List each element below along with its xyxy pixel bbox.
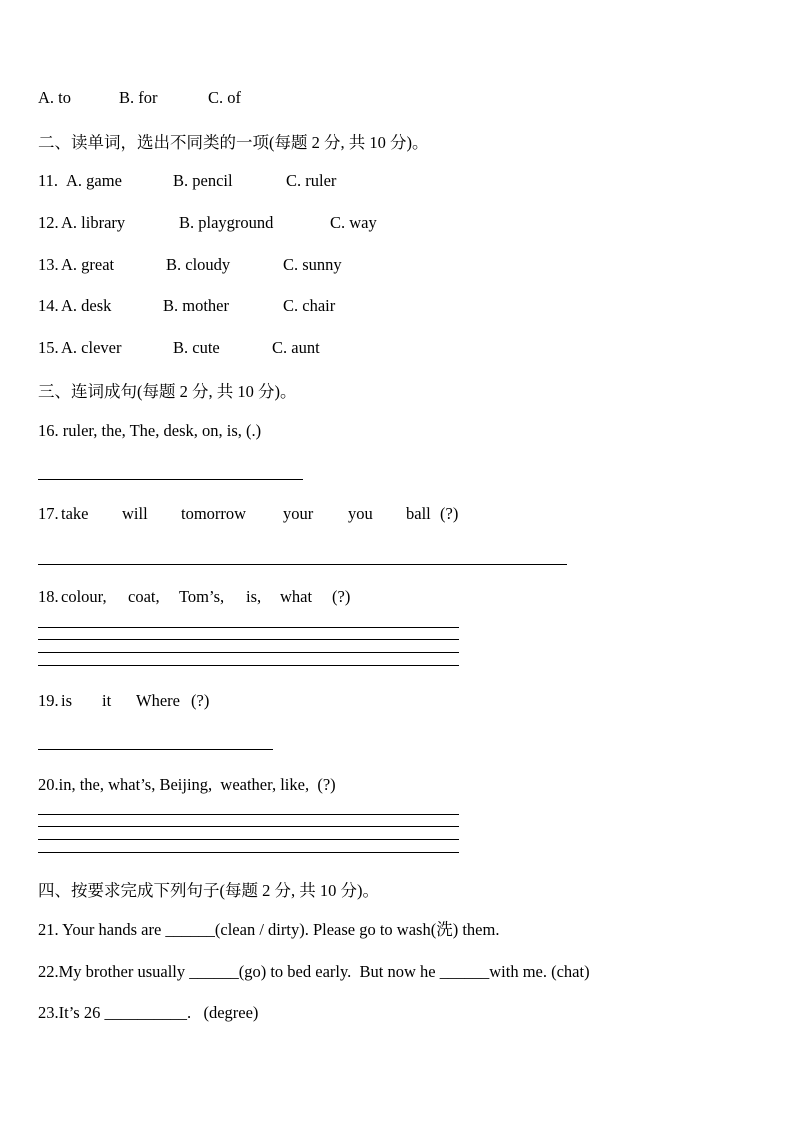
option-c: C. ruler [286,171,337,190]
word: ball [406,504,431,523]
option-b: B. playground [179,213,274,232]
section-4-heading: 四、按要求完成下列句子(每题 2 分, 共 10 分)。 [38,881,379,900]
word: you [348,504,373,523]
word: is [61,691,73,710]
option-a: A. desk [61,296,112,315]
answer-line [38,814,459,815]
answer-line [38,749,273,750]
option-c: C. chair [283,296,336,315]
answer-line [38,665,459,666]
question-number: 17. [38,504,59,523]
question-23: 23.It’s 26 __________. (degree) [38,1003,259,1022]
word: what [280,587,313,606]
answer-line [38,639,459,640]
option-b: B. pencil [173,171,233,190]
word: Tom’s, [179,587,225,606]
option-c: C. of [208,88,241,107]
question-21: 21. Your hands are ______(clean / dirty). Please go to wash(洗) them. [38,920,500,939]
option-a: A. great [61,255,115,274]
word: your [283,504,314,523]
word: is, [246,587,262,606]
question-16: 16. ruler, the, The, desk, on, is, (.) [38,421,262,440]
word: (?) [440,504,459,523]
word: colour, [61,587,107,606]
answer-line [38,564,567,565]
option-b: B. cute [173,338,220,357]
option-b: B. mother [163,296,229,315]
section-2-heading: 二、读单词，选出不同类的一项(每题 2 分, 共 10 分)。 [38,133,429,152]
section-3-heading: 三、连词成句(每题 2 分, 共 10 分)。 [38,382,297,401]
answer-line [38,652,459,653]
word: take [61,504,89,523]
option-c: C. sunny [283,255,342,274]
option-a: A. game [66,171,122,190]
option-a: A. clever [61,338,122,357]
question-number: 15. [38,338,59,357]
answer-line [38,826,459,827]
question-20: 20.in, the, what’s, Beijing, weather, like, (?) [38,775,336,794]
answer-line [38,479,303,480]
word: coat, [128,587,160,606]
answer-line [38,852,459,853]
word: Where [136,691,180,710]
option-b: B. for [119,88,158,107]
answer-line [38,839,459,840]
option-c: C. aunt [272,338,320,357]
answer-line [38,627,459,628]
question-number: 13. [38,255,59,274]
question-number: 19. [38,691,59,710]
question-number: 18. [38,587,59,606]
option-a: A. to [38,88,71,107]
question-22: 22.My brother usually ______(go) to bed early. But now he ______with me. (chat) [38,962,590,981]
word: will [122,504,148,523]
option-b: B. cloudy [166,255,231,274]
word: it [102,691,112,710]
option-a: A. library [61,213,126,232]
option-c: C. way [330,213,377,232]
word: (?) [332,587,351,606]
word: tomorrow [181,504,247,523]
word: (?) [191,691,210,710]
question-number: 11. [38,171,59,190]
question-number: 12. [38,213,59,232]
question-number: 14. [38,296,59,315]
